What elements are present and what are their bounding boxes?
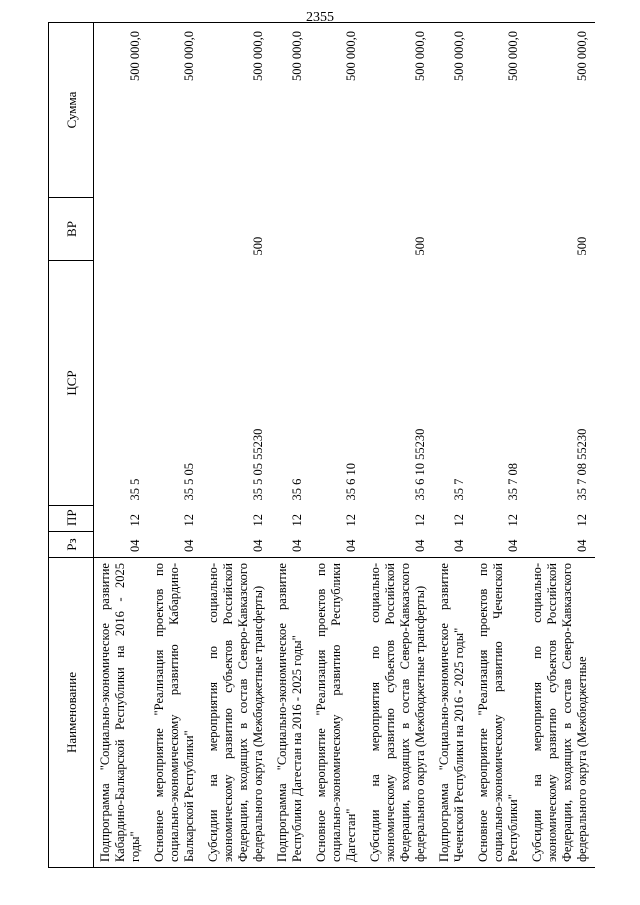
row-sum: 500 000,0 [433, 23, 472, 198]
row-name: Основное мероприятие "Реализация проектов по социально-экономическому развитию Республики Дагестан" [310, 558, 364, 868]
row-csr: 35 5 05 [182, 463, 196, 501]
table-row [472, 23, 526, 868]
row-rz: 04 [290, 539, 304, 552]
row-csr: 35 6 10 [344, 463, 358, 501]
row-pr: 12 [506, 514, 520, 527]
row-pr: 12 [575, 514, 589, 527]
row-rz: 04 [344, 539, 358, 552]
header-sum: Сумма [49, 23, 94, 198]
table-row [148, 23, 202, 868]
row-name: Субсидии на мероприятия по социально-экономическому развитию субъектов Российской Федерации, входящих в состав Северо-Кавказского федерального округа (Межбюджетные трансферты) [364, 558, 433, 868]
table-header-row [49, 23, 94, 868]
header-rz: Рз [49, 532, 94, 558]
budget-table [48, 22, 595, 868]
table-row [310, 23, 364, 868]
row-vr [94, 198, 149, 261]
row-vr [310, 198, 364, 261]
table-row [526, 23, 595, 868]
row-vr: 500 [413, 236, 427, 256]
row-rz: 04 [452, 539, 466, 552]
row-pr: 12 [128, 514, 142, 527]
row-name: Субсидии на мероприятия по социально-экономическому развитию субъектов Российской Федерации, входящих в состав Северо-Кавказского федерального округа (Межбюджетные [526, 558, 595, 868]
row-name: Подпрограмма "Социально-экономическое развитие Чеченской Республики на 2016 - 2025 годы" [433, 558, 472, 868]
row-vr [271, 198, 310, 261]
header-vr: ВР [49, 198, 94, 261]
row-csr: 35 7 08 55230 [575, 428, 589, 501]
row-sum: 500 000,0 [310, 23, 364, 198]
table-row [202, 23, 271, 868]
row-rz: 04 [413, 539, 427, 552]
row-sum: 500 000,0 [271, 23, 310, 198]
row-name: Подпрограмма "Социально-экономическое развитие Республики Дагестан на 2016 - 2025 годы" [271, 558, 310, 868]
row-vr [148, 198, 202, 261]
row-sum: 500 000,0 [472, 23, 526, 198]
row-pr: 12 [251, 514, 265, 527]
row-vr [472, 198, 526, 261]
row-csr: 35 7 08 [506, 463, 520, 501]
table-row [94, 23, 149, 868]
row-csr: 35 5 05 55230 [251, 428, 265, 501]
row-sum: 500 000,0 [526, 23, 595, 198]
row-rz: 04 [251, 539, 265, 552]
row-pr: 12 [290, 514, 304, 527]
row-name: Подпрограмма "Социально-экономическое развитие Кабардино-Балкарской Республики на 2016 - 2025 годы" [94, 558, 149, 868]
row-csr: 35 6 [290, 478, 304, 501]
row-sum: 500 000,0 [202, 23, 271, 198]
row-sum: 500 000,0 [94, 23, 149, 198]
row-pr: 12 [452, 514, 466, 527]
row-rz: 04 [128, 539, 142, 552]
row-rz: 04 [506, 539, 520, 552]
row-vr: 500 [251, 236, 265, 256]
row-pr: 12 [182, 514, 196, 527]
row-name: Основное мероприятие "Реализация проектов по социально-экономическому развитию Чеченской Республики" [472, 558, 526, 868]
row-sum: 500 000,0 [364, 23, 433, 198]
budget-table-region [48, 23, 589, 868]
page-number: 2355 [306, 10, 334, 25]
row-vr: 500 [575, 236, 589, 256]
row-pr: 12 [413, 514, 427, 527]
row-name: Основное мероприятие "Реализация проектов по социально-экономическому развитию Кабардино-Балкарской Республики" [148, 558, 202, 868]
row-csr: 35 7 [452, 478, 466, 501]
table-row [433, 23, 472, 868]
header-csr: ЦСР [49, 261, 94, 506]
row-pr: 12 [344, 514, 358, 527]
header-name: Наименование [49, 558, 94, 868]
row-vr [433, 198, 472, 261]
row-name: Субсидии на мероприятия по социально-экономическому развитию субъектов Российской Федерации, входящих в состав Северо-Кавказского федерального округа (Межбюджетные трансферты) [202, 558, 271, 868]
row-rz: 04 [182, 539, 196, 552]
row-rz: 04 [575, 539, 589, 552]
header-pr: ПР [49, 506, 94, 532]
table-row [271, 23, 310, 868]
row-csr: 35 5 [128, 478, 142, 501]
row-csr: 35 6 10 55230 [413, 428, 427, 501]
table-row [364, 23, 433, 868]
row-sum: 500 000,0 [148, 23, 202, 198]
